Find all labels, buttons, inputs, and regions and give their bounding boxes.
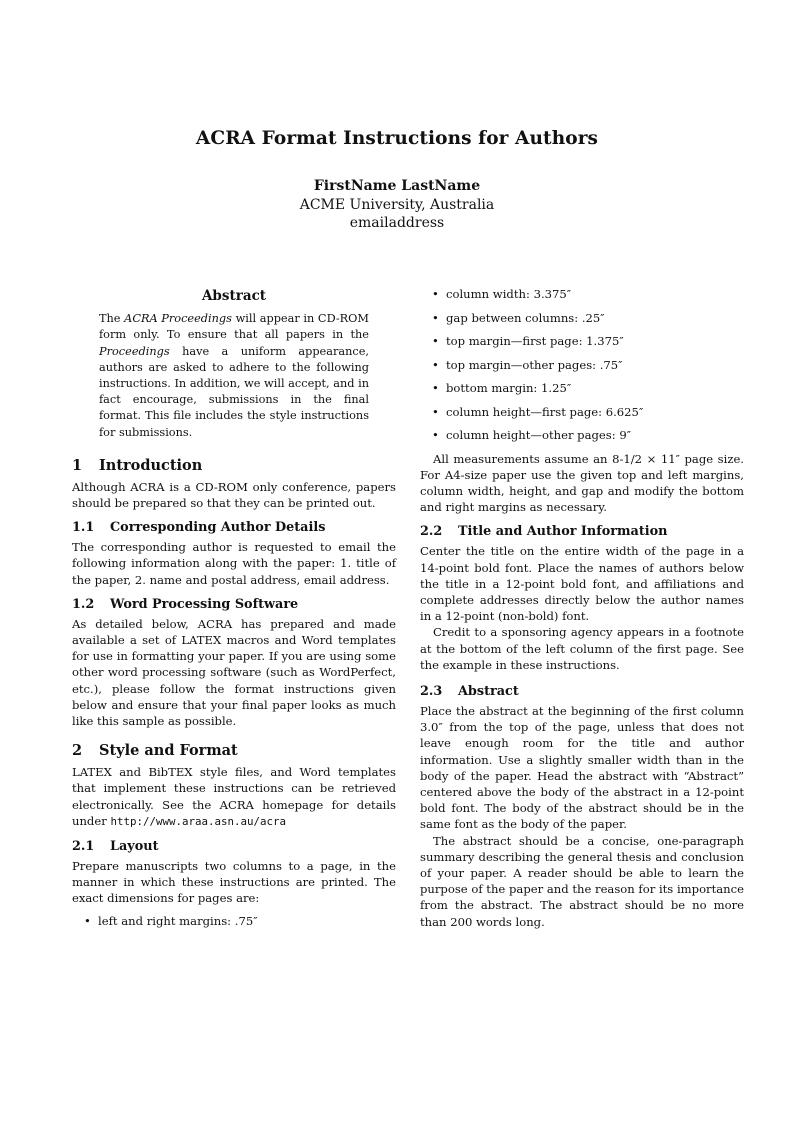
title-info-paragraph-1: Center the title on the entire width of the page in a 14-point bold font. Place the names of authors below the title in a 12-point bold font, and affiliations and complete addresses directly below the author names in a 12-point (non-bold) font. [420,544,744,624]
layout-body: Prepare manuscripts two columns to a page, in the manner in which these instructions are printed. The exact dimensions for pages are: [72,859,396,906]
corresponding-body: The corresponding author is requested to email the following information along with the paper: 1. title of the paper, 2. name and postal address, email address. [72,540,396,587]
list-item: • top margin—first page: 1.375″ [420,333,744,349]
abstract-section-paragraph-1: Place the abstract at the beginning of the first column 3.0″ from the top of the page, unless that does not leave enough room for the title and author information. Use a slightly smaller width than in the body of the paper. Head the abstract with “Abstract” centered above the body of the abstract in a 12-point bold font. The body of the abstract should be in the same font as the body of the paper. [420,703,744,832]
subsection-title: Abstract [458,683,519,699]
introduction-body: Although ACRA is a CD-ROM only conference, papers should be prepared so that they can be printed out. [72,479,396,511]
title-info-paragraph-2: Credit to a sponsoring agency appears in a footnote at the bottom of the left column of the first page. See the example in these instructions. [420,625,744,672]
list-item: • bottom margin: 1.25″ [420,380,744,396]
style-body [72,764,396,830]
subsection-number: 1.2 [72,596,95,612]
abstract-section-paragraph-2: The abstract should be a concise, one-paragraph summary describing the general thesis and conclusion of your paper. A reader should be able to learn the purpose of the paper and the reason for its importance from the abstract. The abstract should be no more than 200 words long. [420,833,744,929]
subsection-title: Word Processing Software [110,596,299,612]
section-heading-introduction [72,457,396,475]
abstract-text: The [99,312,125,326]
subsection-heading-layout [72,838,396,855]
acra-homepage-link[interactable]: http://www.araa.asn.au/acra [110,814,286,828]
list-item: • column height—other pages: 9″ [420,427,744,443]
subsection-title: Title and Author Information [458,524,668,540]
abstract-emph-proceedings: ACRA Proceedings [124,312,232,326]
section-title: Introduction [99,456,203,474]
abstract-heading: Abstract [201,288,267,304]
abstract-text: will appear in CD-ROM form only. To ensure that all papers in the [99,312,369,342]
abstract-text: have a uniform appearance, authors are asked to adhere to the following instructions. In addition, we will accept, and in fact encourage, submissions in the final format. This file includes the style instructions for submissions. [99,344,369,439]
list-item: • top margin—other pages: .75″ [420,357,744,373]
paper-title: ACRA Format Instructions for Authors [195,128,599,149]
section-number: 1 [72,456,83,474]
right-column [420,286,744,930]
subsection-number: 2.2 [420,524,443,540]
author-name: FirstName LastName [313,178,481,194]
section-number: 2 [72,742,83,760]
left-column [72,284,396,936]
subsection-heading-abstract [420,683,744,700]
measurements-note: All measurements assume an 8-1/2 × 11″ page size. For A4-size paper use the given top and left margins, column width, height, and gap and modify the bottom and right margins as necessary. [420,451,744,515]
subsection-number: 2.1 [72,839,95,855]
dimension-list-continued [420,286,744,443]
subsection-title: Corresponding Author Details [110,520,326,536]
subsection-heading-title-info [420,523,744,540]
list-item: • column width: 3.375″ [420,286,744,302]
list-item: • left and right margins: .75″ [72,913,396,929]
section-title: Style and Format [99,742,238,760]
author-email: emailaddress [349,215,445,231]
section-heading-style [72,742,396,760]
list-item: • column height—first page: 6.625″ [420,404,744,420]
subsection-heading-word [72,596,396,613]
word-processing-body: As detailed below, ACRA has prepared and made available a set of LATEX macros and Word templates for use in formatting your paper. If you are using some other word processing software (such as WordPerfect, etc.), please follow the format instructions given below and ensure that your final paper looks as much like this sample as possible. [72,616,396,729]
author-affiliation: ACME University, Australia [299,196,495,213]
dimension-list [72,913,396,929]
subsection-title: Layout [110,839,159,855]
list-item: • gap between columns: .25″ [420,310,744,326]
author-block [0,177,794,233]
abstract-emph-proceedings-2: Proceedings [99,344,170,358]
subsection-heading-corresponding [72,519,396,536]
subsection-number: 1.1 [72,520,95,536]
subsection-number: 2.3 [420,683,443,699]
abstract-body [99,311,369,441]
style-text: LATEX and BibTEX style files, and Word templates that implement these instructions can be retrieved electronically. See the ACRA homepage for details under [72,765,396,828]
